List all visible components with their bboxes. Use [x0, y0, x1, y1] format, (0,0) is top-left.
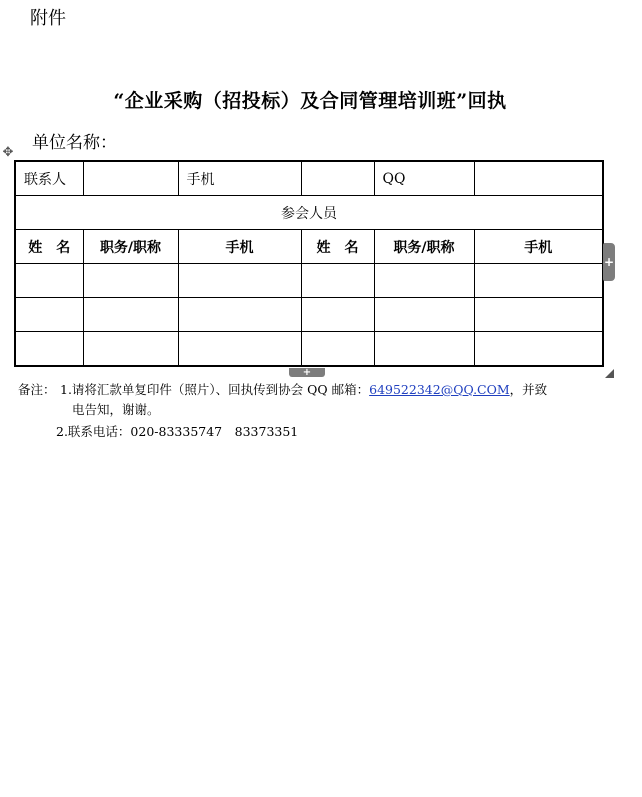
col-name-2: 姓 名: [301, 230, 374, 264]
table-cell[interactable]: [301, 264, 374, 298]
table-cell[interactable]: [374, 298, 474, 332]
notes: [18, 380, 608, 442]
table-cell[interactable]: [301, 298, 374, 332]
col-name-1: 姓 名: [15, 230, 83, 264]
table-cell[interactable]: [178, 332, 301, 367]
qq-field[interactable]: [474, 161, 603, 196]
contact-row: [15, 161, 603, 196]
add-column-plus-icon[interactable]: +: [289, 368, 325, 377]
participants-header-row: [15, 196, 603, 230]
unit-name-label: 单位名称：: [32, 133, 117, 153]
table-row: [15, 298, 603, 332]
table-cell[interactable]: [83, 264, 178, 298]
contact-field[interactable]: [83, 161, 178, 196]
phone-field[interactable]: [301, 161, 374, 196]
email-link[interactable]: 649522342@QQ.COM: [369, 382, 510, 397]
add-row-plus-icon[interactable]: +: [603, 243, 615, 281]
note-1-suffix: ，并致: [509, 382, 548, 397]
col-title-1: 职务/职称: [83, 230, 178, 264]
table-cell[interactable]: [15, 264, 83, 298]
table-row: [15, 264, 603, 298]
col-title-2: 职务/职称: [374, 230, 474, 264]
table-cell[interactable]: [15, 332, 83, 367]
note-item-1: [18, 380, 608, 420]
document-title: “企业采购（招投标）及合同管理培训班”回执: [113, 90, 507, 112]
participants-header: 参会人员: [15, 196, 603, 230]
table-cell[interactable]: [15, 298, 83, 332]
table-cell[interactable]: [374, 264, 474, 298]
qq-label: QQ: [374, 161, 474, 196]
table-cell[interactable]: [374, 332, 474, 367]
column-header-row: [15, 230, 603, 264]
table-move-handle-icon[interactable]: ✥: [2, 145, 14, 160]
table-row: [15, 332, 603, 367]
table-cell[interactable]: [474, 264, 603, 298]
note-item-2: 2.联系电话：020-83335747 83373351: [56, 424, 299, 439]
col-phone-1: 手机: [178, 230, 301, 264]
attachment-label: 附件: [30, 8, 66, 29]
phone-label: 手机: [178, 161, 301, 196]
col-phone-2: 手机: [474, 230, 603, 264]
receipt-table: [14, 160, 604, 367]
contact-label: 联系人: [15, 161, 83, 196]
notes-label: 备注：: [18, 382, 56, 397]
table-cell[interactable]: [301, 332, 374, 367]
table-cell[interactable]: [474, 332, 603, 367]
table-cell[interactable]: [474, 298, 603, 332]
table-cell[interactable]: [178, 298, 301, 332]
table-cell[interactable]: [83, 332, 178, 367]
note-1-text: 1.请将汇款单复印件（照片）、回执传到协会 QQ 邮箱：: [60, 382, 370, 397]
table-cell[interactable]: [83, 298, 178, 332]
note-1-continuation: 电告知，谢谢。: [72, 402, 160, 417]
table-cell[interactable]: [178, 264, 301, 298]
table-resize-handle-icon[interactable]: [605, 369, 614, 378]
